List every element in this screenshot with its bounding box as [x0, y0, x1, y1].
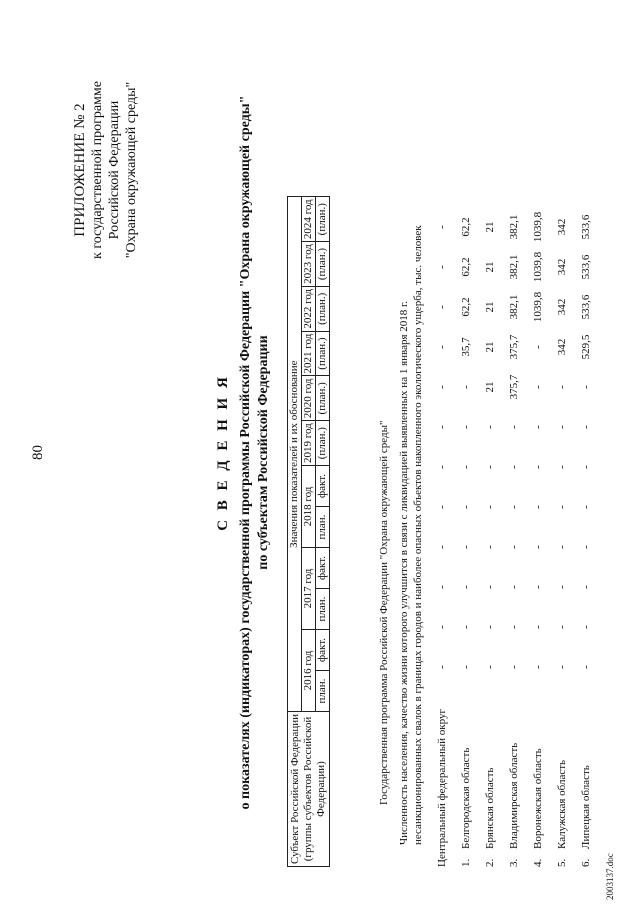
value-cell: - — [580, 385, 592, 389]
value-cell: - — [436, 385, 448, 389]
value-cell: 21 — [484, 221, 496, 233]
year-header: 2020 год — [302, 376, 316, 421]
value-cell: - — [508, 585, 520, 589]
value-cell: 375,7 — [508, 334, 520, 360]
value-cell: 529,5 — [580, 334, 592, 360]
value-cell: - — [436, 505, 448, 509]
value-cell: 21 — [484, 381, 496, 393]
value-cell: - — [484, 665, 496, 669]
value-cell: - — [436, 265, 448, 269]
value-cell: - — [556, 665, 568, 669]
subheader-cell: план. — [316, 589, 330, 630]
subheader-cell: (план.) — [316, 421, 330, 466]
value-cell: - — [508, 545, 520, 549]
subheader-cell: (план.) — [316, 286, 330, 331]
value-cell: 21 — [484, 341, 496, 353]
value-cell: - — [532, 465, 544, 469]
subheader-cell: план. — [316, 507, 330, 548]
value-cell: - — [460, 625, 472, 629]
value-cell: - — [532, 665, 544, 669]
year-header: 2017 год — [302, 548, 316, 630]
value-cell: 62,2 — [460, 297, 472, 317]
row-number: 6. — [580, 858, 592, 867]
region-name — [502, 687, 526, 867]
appendix-block — [72, 20, 140, 320]
value-cell: - — [580, 625, 592, 629]
value-cell: - — [556, 545, 568, 549]
value-cell: - — [484, 625, 496, 629]
value-cell: - — [580, 425, 592, 429]
value-cell: - — [532, 545, 544, 549]
row-number: 5. — [556, 858, 568, 867]
value-cell: - — [532, 505, 544, 509]
row-number: 1. — [460, 858, 472, 867]
table-row — [478, 207, 502, 867]
value-cell: 21 — [484, 301, 496, 313]
value-cell: 382,1 — [508, 214, 520, 240]
year-header: 2024 год — [302, 197, 316, 242]
page-number: 80 — [30, 445, 46, 460]
value-cell: - — [460, 465, 472, 469]
value-cell: - — [532, 345, 544, 349]
appendix-title: ПРИЛОЖЕНИЕ № 2 — [72, 103, 88, 237]
value-cell: - — [508, 505, 520, 509]
value-cell: 62,2 — [460, 257, 472, 277]
value-cell: - — [556, 625, 568, 629]
subheader-cell: факт. — [316, 466, 330, 507]
document-subtitle: о показателях (индикаторах) государственной программы Российской Федерации "Охрана окружающей среды" — [238, 95, 253, 810]
value-cell: 342 — [556, 258, 568, 276]
region-label: Брянская область — [484, 767, 496, 849]
value-cell: - — [460, 665, 472, 669]
year-header: 2022 год — [302, 286, 316, 331]
value-cell: - — [580, 665, 592, 669]
value-cell: - — [556, 585, 568, 589]
table-row — [574, 207, 598, 867]
region-name — [550, 687, 574, 867]
file-name: 2003137.doc — [605, 853, 615, 900]
document-heading: С В Е Д Е Н И Я — [215, 374, 231, 531]
value-cell: - — [508, 625, 520, 629]
data-rows-table — [430, 207, 598, 867]
value-cell: - — [556, 505, 568, 509]
value-cell: - — [532, 625, 544, 629]
value-cell: 62,2 — [460, 217, 472, 237]
indicator-table-header — [287, 196, 330, 867]
value-cell: - — [484, 505, 496, 509]
value-cell: - — [508, 425, 520, 429]
value-cell: - — [436, 225, 448, 229]
region-label: Воронежская область — [532, 748, 544, 849]
year-header: 2018 год — [302, 466, 316, 548]
value-cell: - — [508, 465, 520, 469]
value-cell: - — [580, 505, 592, 509]
region-label: Владимирская область — [508, 742, 520, 849]
region-name — [454, 687, 478, 867]
value-cell: - — [556, 425, 568, 429]
row-number: 3. — [508, 858, 520, 867]
subject-header: Субъект Российской Федерации (группы субъектов Российской Федерации) — [288, 712, 330, 867]
value-cell: - — [436, 425, 448, 429]
value-cell: - — [508, 665, 520, 669]
value-cell: - — [460, 505, 472, 509]
value-cell: - — [484, 585, 496, 589]
district-name: Центральный федеральный округ — [436, 708, 448, 867]
table-row — [526, 207, 550, 867]
subheader-cell: факт. — [316, 630, 330, 671]
value-cell: - — [436, 585, 448, 589]
value-cell: - — [484, 545, 496, 549]
region-label: Белгородская область — [460, 747, 472, 849]
subheader-cell: (план.) — [316, 376, 330, 421]
value-cell: - — [460, 585, 472, 589]
year-header: 2019 год — [302, 421, 316, 466]
appendix-line: "Охрана окружающей среды" — [124, 81, 139, 259]
row-number: 4. — [532, 858, 544, 867]
value-cell: - — [556, 385, 568, 389]
row-number: 2. — [484, 858, 496, 867]
value-cell: - — [436, 665, 448, 669]
value-cell: - — [436, 465, 448, 469]
value-cell: - — [532, 585, 544, 589]
value-cell: 342 — [556, 338, 568, 356]
region-label: Липецкая область — [580, 765, 592, 849]
region-label: Калужская область — [556, 759, 568, 849]
region-name — [526, 687, 550, 867]
table-row — [550, 207, 574, 867]
appendix-line: к государственной программе — [90, 81, 105, 259]
values-header: Значения показателей и их обоснование — [288, 197, 302, 712]
indicator-text: Численность населения, качество жизни которого улучшится в связи с ликвидацией выявленных на 1 января 2018 г. несанкционированных свалок в границах городов и наиболее опасных объектов накопленного экологического ущерба, тыс. человек — [398, 225, 424, 845]
value-cell: 533,6 — [580, 294, 592, 320]
region-name — [574, 687, 598, 867]
subheader-cell: план. — [316, 671, 330, 712]
value-cell: - — [580, 465, 592, 469]
value-cell: - — [460, 385, 472, 389]
value-cell: - — [460, 425, 472, 429]
subheader-cell: (план.) — [316, 197, 330, 242]
value-cell: 21 — [484, 261, 496, 273]
table-row — [502, 207, 526, 867]
value-cell: 382,1 — [508, 294, 520, 320]
value-cell: - — [556, 465, 568, 469]
document-subtitle-2: по субъектам Российской Федерации — [256, 335, 271, 570]
value-cell: 342 — [556, 218, 568, 236]
subheader-cell: (план.) — [316, 242, 330, 287]
value-cell: - — [580, 585, 592, 589]
value-cell: 342 — [556, 298, 568, 316]
value-cell: 1039,8 — [532, 211, 544, 243]
appendix-line: Российской Федерации — [107, 100, 122, 240]
year-header: 2021 год — [302, 331, 316, 376]
value-cell: - — [532, 425, 544, 429]
value-cell: 533,6 — [580, 254, 592, 280]
value-cell: - — [436, 625, 448, 629]
district-row — [430, 207, 454, 867]
value-cell: - — [484, 425, 496, 429]
value-cell: - — [436, 305, 448, 309]
value-cell: - — [436, 545, 448, 549]
table-row — [454, 207, 478, 867]
value-cell: 533,6 — [580, 214, 592, 240]
value-cell: - — [484, 465, 496, 469]
year-header: 2016 год — [302, 630, 316, 712]
year-header: 2023 год — [302, 242, 316, 287]
subheader-cell: факт. — [316, 548, 330, 589]
program-title: Государственная программа Российской Федерации "Охрана окружающей среды" — [378, 420, 390, 805]
value-cell: 35,7 — [460, 337, 472, 357]
value-cell: 1039,8 — [532, 291, 544, 323]
value-cell: 1039,8 — [532, 251, 544, 283]
value-cell: 382,1 — [508, 254, 520, 280]
subheader-cell: (план.) — [316, 331, 330, 376]
value-cell: - — [460, 545, 472, 549]
value-cell: - — [580, 545, 592, 549]
value-cell: - — [532, 385, 544, 389]
region-name — [478, 687, 502, 867]
value-cell: - — [436, 345, 448, 349]
value-cell: 375,7 — [508, 374, 520, 400]
